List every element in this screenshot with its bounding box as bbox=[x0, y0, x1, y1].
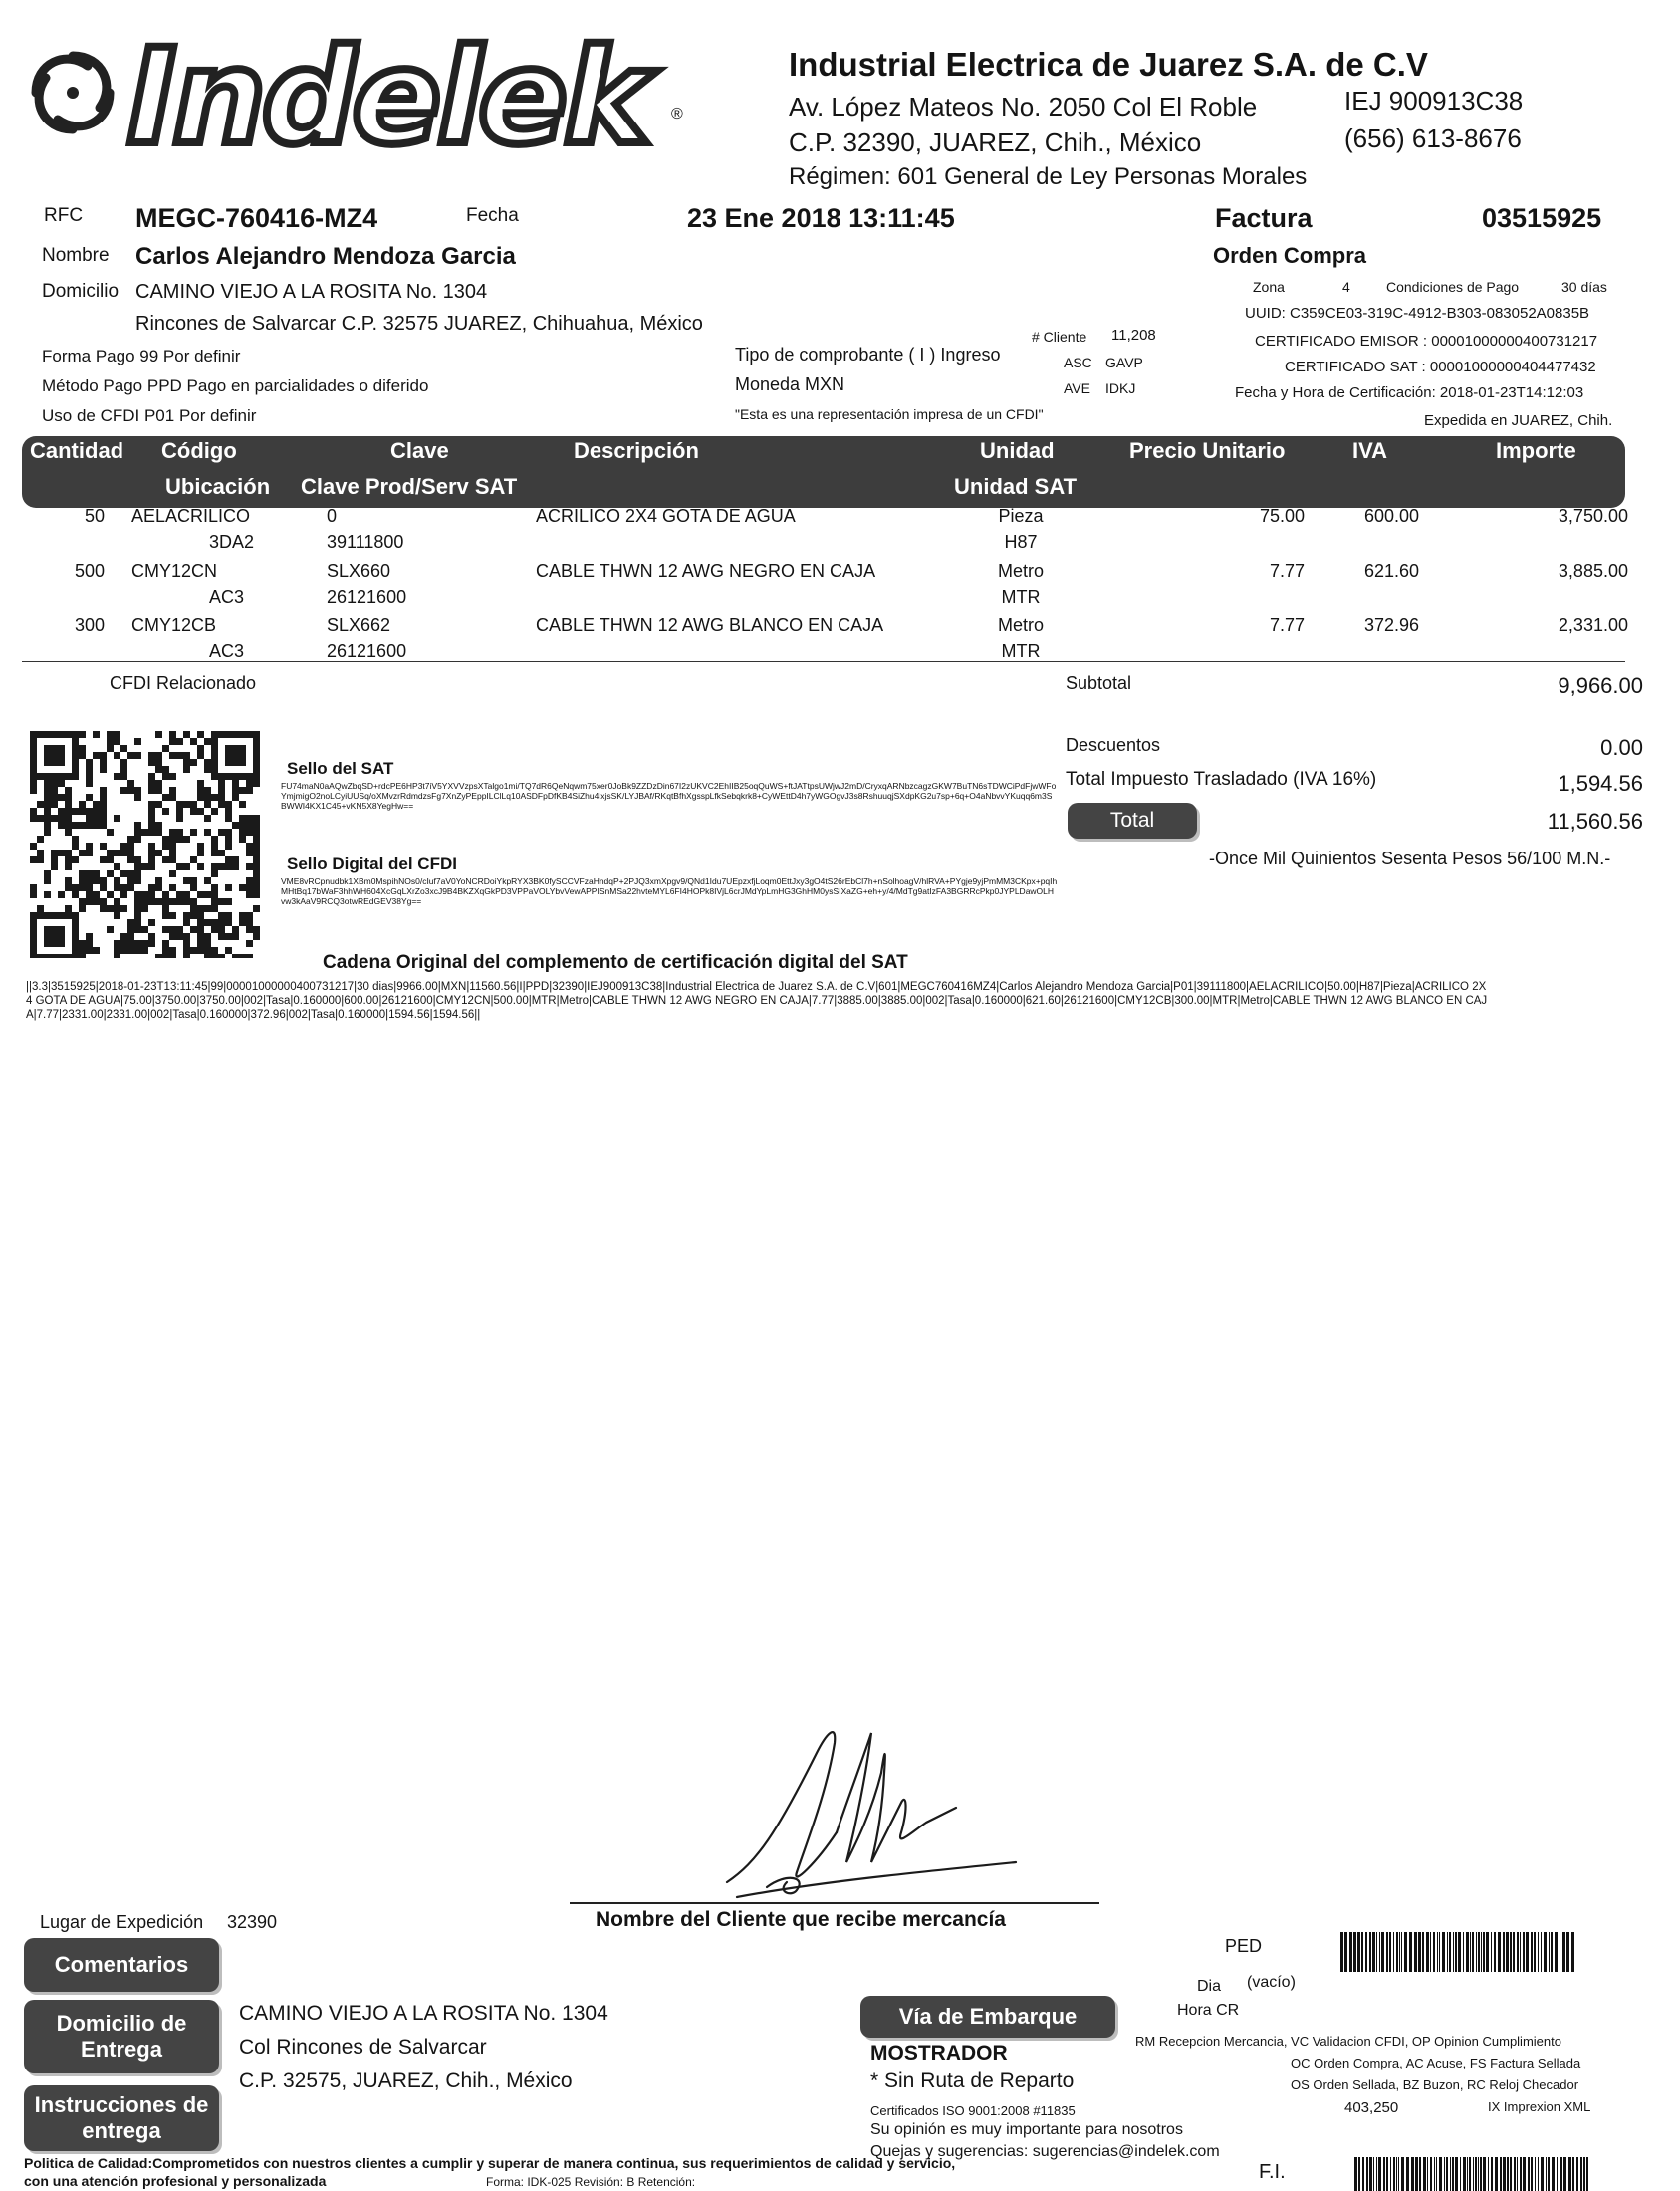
signature-line bbox=[570, 1902, 1099, 1904]
comentarios-label: Comentarios bbox=[24, 1938, 219, 1992]
customer-signature bbox=[697, 1713, 1026, 1912]
cell-clave-prod: 26121600 bbox=[327, 587, 407, 607]
codes-line2: OC Orden Compra, AC Acuse, FS Factura Sellada bbox=[1291, 2056, 1581, 2070]
cell-precio: 7.77 bbox=[1269, 561, 1305, 581]
col-ubicacion: Ubicación bbox=[165, 474, 271, 499]
politica-calidad: Politica de Calidad:Comprometidos con nuestros clientes a cumplir y superar de manera continua, sus requerimientos de calidad y servicio, bbox=[24, 2155, 956, 2171]
barcode-top-icon bbox=[1340, 1932, 1579, 1972]
via-embarque-value: MOSTRADOR bbox=[870, 2042, 1008, 2065]
subtotal-label: Subtotal bbox=[1066, 673, 1132, 693]
cell-unidad: Metro bbox=[997, 561, 1044, 581]
cell-iva: 600.00 bbox=[1364, 506, 1420, 526]
impuesto-label: Total Impuesto Trasladado (IVA 16%) bbox=[1066, 769, 1377, 790]
importe-con-letra: -Once Mil Quinientos Sesenta Pesos 56/100 M.N.- bbox=[1209, 849, 1611, 868]
company-address-1: Av. López Mateos No. 2050 Col El Roble bbox=[789, 92, 1258, 122]
domicilio-line2: Rincones de Salvarcar C.P. 32575 JUAREZ, Chihuahua, México bbox=[135, 313, 703, 335]
company-address-2: C.P. 32390, JUAREZ, Chih., México bbox=[789, 127, 1202, 157]
condiciones-label: Condiciones de Pago bbox=[1386, 279, 1520, 295]
forma-revision: Forma: IDK-025 Revisión: B Retención: bbox=[486, 2175, 696, 2189]
fecha-label: Fecha bbox=[466, 205, 519, 226]
col-cantidad: Cantidad bbox=[30, 438, 124, 463]
cell-precio: 75.00 bbox=[1259, 506, 1305, 526]
col-unidad: Unidad bbox=[980, 438, 1055, 463]
entrega-line2: Col Rincones de Salvarcar bbox=[239, 2036, 487, 2059]
cell-codigo: CMY12CN bbox=[131, 561, 218, 581]
cell-cantidad: 300 bbox=[74, 615, 105, 635]
lugar-expedicion-value: 32390 bbox=[227, 1912, 278, 1932]
company-rfc: IEJ 900913C38 bbox=[1344, 86, 1524, 116]
cell-clave: 0 bbox=[327, 506, 338, 526]
cell-descripcion: CABLE THWN 12 AWG NEGRO EN CAJA bbox=[536, 561, 876, 581]
iso-cert: Certificados ISO 9001:2008 #11835 bbox=[870, 2103, 1076, 2118]
cell-unidad-sat: MTR bbox=[1001, 641, 1041, 661]
firma-cliente-label: Nombre del Cliente que recibe mercancía bbox=[596, 1908, 1006, 1931]
cell-iva: 372.96 bbox=[1364, 615, 1420, 635]
representacion-impresa: "Esta es una representación impresa de un CFDI" bbox=[735, 406, 1044, 422]
vacio-label: (vacío) bbox=[1247, 1974, 1296, 1991]
cadena-original-title: Cadena Original del complemento de certificación digital del SAT bbox=[323, 952, 908, 973]
cell-descripcion: ACRILICO 2X4 GOTA DE AGUA bbox=[536, 506, 796, 526]
company-swirl-logo-icon bbox=[18, 38, 127, 147]
cfdi-relacionado: CFDI Relacionado bbox=[110, 673, 257, 693]
rfc-label: RFC bbox=[44, 205, 84, 226]
fecha-value: 23 Ene 2018 13:11:45 bbox=[687, 203, 955, 233]
cliente-value: 11,208 bbox=[1111, 327, 1156, 344]
lugar-expedicion-label: Lugar de Expedición bbox=[40, 1912, 204, 1932]
rfc-value: MEGC-760416-MZ4 bbox=[135, 203, 378, 233]
asc-value: GAVP bbox=[1105, 355, 1143, 370]
qr-code-icon bbox=[24, 729, 275, 958]
opinion-text: Su opinión es muy importante para nosotros bbox=[870, 2121, 1183, 2138]
sello-cfdi-title: Sello Digital del CFDI bbox=[287, 854, 457, 873]
col-unidad-sat: Unidad SAT bbox=[954, 474, 1078, 499]
uso-cfdi: Uso de CFDI P01 Por definir bbox=[42, 406, 257, 425]
ave-label: AVE bbox=[1064, 380, 1090, 396]
total-value: 11,560.56 bbox=[1547, 809, 1643, 834]
company-regimen: Régimen: 601 General de Ley Personas Morales bbox=[789, 163, 1308, 190]
asc-label: ASC bbox=[1064, 355, 1092, 370]
col-iva: IVA bbox=[1352, 438, 1388, 463]
table-bottom-rule bbox=[22, 661, 1625, 662]
forma-pago: Forma Pago 99 Por definir bbox=[42, 347, 241, 365]
via-embarque-label: Vía de Embarque bbox=[860, 1996, 1115, 2038]
cell-codigo: CMY12CB bbox=[131, 615, 217, 635]
cell-precio: 7.77 bbox=[1269, 615, 1305, 635]
cell-unidad: Metro bbox=[997, 615, 1044, 635]
cell-cantidad: 50 bbox=[84, 506, 105, 526]
cell-clave-prod: 26121600 bbox=[327, 641, 407, 661]
cell-ubicacion: 3DA2 bbox=[209, 532, 255, 552]
factura-number: 03515925 bbox=[1482, 203, 1602, 233]
cell-ubicacion: AC3 bbox=[209, 587, 245, 607]
cell-clave-prod: 39111800 bbox=[327, 532, 404, 552]
total-label-pill: Total bbox=[1068, 803, 1197, 839]
codes-line4: IX Imprexion XML bbox=[1488, 2099, 1591, 2114]
col-importe: Importe bbox=[1496, 438, 1576, 463]
cell-codigo: AELACRILICO bbox=[131, 506, 251, 526]
cell-descripcion: CABLE THWN 12 AWG BLANCO EN CAJA bbox=[536, 615, 884, 635]
hora-cr-label: Hora CR bbox=[1177, 2002, 1240, 2019]
ave-value: IDKJ bbox=[1105, 380, 1136, 396]
sello-sat-title: Sello del SAT bbox=[287, 759, 394, 778]
certificado-emisor: CERTIFICADO EMISOR : 00001000000400731217 bbox=[1255, 333, 1598, 350]
impuesto-value: 1,594.56 bbox=[1558, 771, 1643, 796]
tipo-comprobante: Tipo de comprobante ( I ) Ingreso bbox=[735, 345, 1001, 365]
sello-sat-text: FU74maN0aAQwZbqSD+rdcPE6HP3t7iV5YXVVzpsXTalgo1mi/TQ7dR6QeNqwm75xer0JoBk9ZZDzDin67I2zUKVC2EhIIB25oqQuWS+ftJATtpsUWjwJ2mD/CryxqARNbzcagzGKW7BuTN6sTDWCiPdFjwWFoYmjmigO2noLCyiUUSq/oXMvzrRdmdzsFg7XnZyPEppILClLq10ASDFpDfKB4SiZhu4lxjsSK/LYJBAf/RKqtBfhXgsspLfkSebqkrk8+CyWEttD4h7yWGOgvJ3s8RshuuqjSXdpKG2u7sp+6q+O4aNbvvYKuqq6m3SBWWI4KX1C45+vKN5X8YegHw== bbox=[281, 781, 1057, 811]
col-clave-prod: Clave Prod/Serv SAT bbox=[301, 474, 518, 499]
codes-number: 403,250 bbox=[1344, 2099, 1399, 2116]
descuentos-label: Descuentos bbox=[1066, 735, 1161, 755]
certificado-sat: CERTIFICADO SAT : 00001000000404477432 bbox=[1285, 359, 1596, 375]
cell-unidad-sat: H87 bbox=[1004, 532, 1038, 552]
nombre-value: Carlos Alejandro Mendoza Garcia bbox=[135, 243, 516, 270]
cell-unidad: Pieza bbox=[998, 506, 1044, 526]
politica-calidad-2: con una atención profesional y personalizada bbox=[24, 2173, 327, 2189]
moneda: Moneda MXN bbox=[735, 374, 845, 394]
cell-cantidad: 500 bbox=[74, 561, 105, 581]
quejas-text: Quejas y sugerencias: sugerencias@indelek.com bbox=[870, 2143, 1220, 2160]
col-precio-unitario: Precio Unitario bbox=[1129, 438, 1286, 463]
domicilio-entrega-label: Domicilio de Entrega bbox=[24, 2000, 219, 2073]
dia-label: Dia bbox=[1197, 1978, 1222, 1995]
company-phone: (656) 613-8676 bbox=[1344, 123, 1522, 153]
entrega-line1: CAMINO VIEJO A LA ROSITA No. 1304 bbox=[239, 2002, 608, 2025]
company-logo: Indelek bbox=[127, 21, 647, 174]
codes-line1: RM Recepcion Mercancia, VC Validacion CFDI, OP Opinion Cumplimiento bbox=[1135, 2034, 1561, 2049]
cell-iva: 621.60 bbox=[1364, 561, 1420, 581]
factura-label: Factura bbox=[1215, 203, 1313, 233]
nombre-label: Nombre bbox=[42, 245, 110, 266]
ruta-reparto: * Sin Ruta de Reparto bbox=[870, 2069, 1075, 2092]
descuentos-value: 0.00 bbox=[1600, 735, 1643, 760]
uuid: UUID: C359CE03-319C-4912-B303-083052A0835B bbox=[1245, 305, 1590, 322]
domicilio-line1: CAMINO VIEJO A LA ROSITA No. 1304 bbox=[135, 281, 488, 303]
entrega-line3: C.P. 32575, JUAREZ, Chih., México bbox=[239, 2069, 573, 2092]
metodo-pago: Método Pago PPD Pago en parcialidades o diferido bbox=[42, 376, 429, 395]
col-clave: Clave bbox=[390, 438, 449, 463]
instrucciones-entrega-label: Instrucciones de entrega bbox=[24, 2085, 219, 2151]
company-name: Industrial Electrica de Juarez S.A. de C.V bbox=[789, 46, 1428, 83]
cell-unidad-sat: MTR bbox=[1001, 587, 1041, 607]
cell-clave: SLX660 bbox=[327, 561, 391, 581]
zona-value: 4 bbox=[1342, 279, 1350, 295]
fi-label: F.I. bbox=[1259, 2161, 1286, 2183]
cell-clave: SLX662 bbox=[327, 615, 391, 635]
domicilio-label: Domicilio bbox=[42, 281, 120, 302]
ped-label: PED bbox=[1225, 1936, 1263, 1956]
expedida-en: Expedida en JUAREZ, Chih. bbox=[1424, 412, 1613, 429]
condiciones-value: 30 días bbox=[1561, 279, 1607, 295]
fecha-certificacion: Fecha y Hora de Certificación: 2018-01-23T14:12:03 bbox=[1235, 384, 1584, 401]
barcode-bottom-icon bbox=[1354, 2157, 1593, 2191]
cell-ubicacion: AC3 bbox=[209, 641, 245, 661]
registered-mark: ® bbox=[671, 106, 683, 122]
col-codigo: Código bbox=[161, 438, 237, 463]
sello-cfdi-text: VME8vRCpnudbk1XBm0MspihNOs0/cIuf7aV0YoNCRDoiYkpRYX3BK0fySCCVFzaHndqP+2PJQ3xmXpgv9/QNd1Idu7UEpzxfjLoqm0EttJxy3gO4tS26rEbCl7h+nSolhoagV/hlRVA+PYgje9yjPmMM3CKpx+pqIhMHtBq17bWaF3hhWH604XcGqLXrZo3xcJ9B4BKZXqGkPD3VPPaVOLYbvVewAPPISnMSa22hvteMYL6FI4HOPk8IVjL6crJMdYpLmHG3GhHM0ysSIXaZG+eh+y/4/MdTg9atIzFA3BGRRcPkp0JYPLDawOLHvw3kAaV9RCQ3otwREdGEV38Yg== bbox=[281, 876, 1058, 906]
subtotal-value: 9,966.00 bbox=[1558, 673, 1643, 698]
cadena-original-text: ||3.3|3515925|2018-01-23T13:11:45|99|00001000000400731217|30 dias|9966.00|MXN|11560.56|I|PPD|32390|IEJ900913C38|Industrial Electrica de Juarez S.A. de C.V|601|MEGC760416MZ4|Carlos Alejandro Mendoza Garcia|P01|39111800|AELACRILICO|50.00|H87|Pieza|ACRILICO 2X4 GOTA DE AGUA|75.00|3750.00|3750.00|002|Tasa|0.160000|600.00|26121600|CMY12CN|500.00|MTR|Metro|CABLE THWN 12 AWG NEGRO EN CAJA|7.77|3885.00|3885.00|002|Tasa|0.160000|621.60|26121600|CMY12CB|300.00|MTR|Metro|CABLE THWN 12 AWG BLANCO EN CAJA|7.77|2331.00|2331.00|002|Tasa|0.160000|372.96|002|Tasa|0.160000|1594.56|1594.56|| bbox=[26, 981, 1488, 1021]
zona-label: Zona bbox=[1253, 279, 1285, 295]
cell-importe: 2,331.00 bbox=[1558, 615, 1628, 635]
orden-compra-label: Orden Compra bbox=[1213, 243, 1367, 268]
codes-line3: OS Orden Sellada, BZ Buzon, RC Reloj Checador bbox=[1291, 2077, 1579, 2092]
cliente-label: # Cliente bbox=[1032, 329, 1087, 345]
col-descripcion: Descripción bbox=[574, 438, 699, 463]
cell-importe: 3,750.00 bbox=[1558, 506, 1628, 526]
cell-importe: 3,885.00 bbox=[1558, 561, 1628, 581]
